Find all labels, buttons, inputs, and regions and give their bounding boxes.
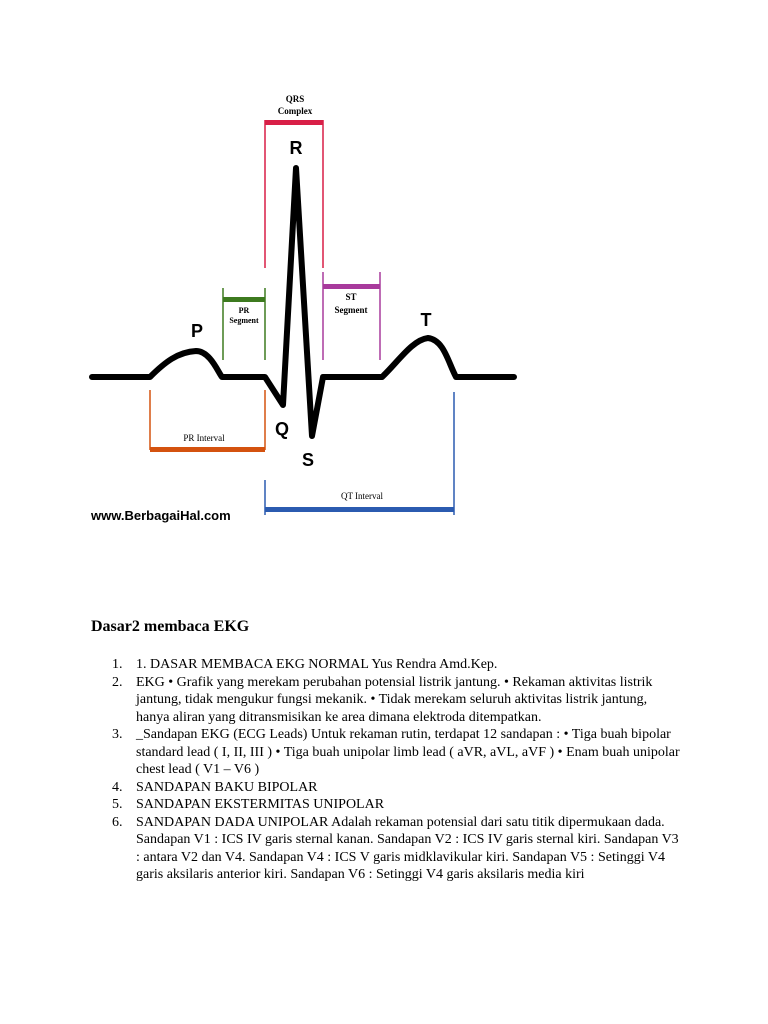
t-wave-label: T [420, 310, 432, 330]
s-wave-label: S [301, 450, 315, 470]
ecg-trace [92, 168, 514, 436]
st-segment-label-line2: Segment [334, 305, 368, 315]
list-item-number: 5. [112, 797, 123, 812]
list-item [91, 779, 681, 797]
pr-segment-label-line1: PR [238, 306, 250, 315]
list-item-text: SANDAPAN EKSTERMITAS UNIPOLAR [136, 797, 385, 812]
list-item-number: 4. [112, 779, 123, 795]
list-item-text: _Sandapan EKG (ECG Leads) Untuk rekaman rutin, terdapat 12 sandapan : • Tiga buah bipolar standard lead ( I, II, III ) • Tiga buah unipolar limb lead ( aVR, aVL, aVF ) • Enam buah unipolar chest lead ( V1 – V6 ) [136, 727, 680, 777]
list-item-number: 2. [112, 674, 123, 690]
pr-interval-label: PR Interval [183, 433, 225, 443]
list-item-text: EKG • Grafik yang merekam perubahan potensial listrik jantung. • Rekaman aktivitas listrik jantung, tidak mengukur fungsi mekanik. • Tidak merekam seluruh aktivitas listrik jantung, hanya aliran yang ditransmisikan ke area dimana elektroda ditempatkan. [136, 674, 653, 725]
list-item-number: 6. [112, 814, 123, 830]
document-title: Dasar2 membaca EKG [91, 618, 250, 635]
list-item-text: SANDAPAN BAKU BIPOLAR [136, 779, 318, 795]
p-wave-label: P [190, 321, 204, 341]
pr-interval-bar [150, 447, 265, 452]
list-item [91, 656, 681, 674]
qrs-complex-label-line2: Complex [277, 106, 313, 116]
st-segment-bar [323, 284, 380, 289]
watermark-text: www.BerbagaiHal.com [91, 508, 231, 523]
pr-segment-label-line2: Segment [229, 316, 259, 325]
st-segment-label-line1: ST [345, 292, 357, 302]
list-item-number: 3. [112, 727, 123, 742]
list-item [91, 726, 681, 779]
list-item [91, 674, 681, 727]
list-item-text: SANDAPAN DADA UNIPOLAR Adalah rekaman potensial dari satu titik dipermukaan dada. Sandapan V1 : ICS IV garis sternal kanan. Sandapan V2 : ICS IV garis sternal kiri. Sandapan V3 : antara V2 dan V4. Sandapan V4 : ICS V garis midklavikular kiri. Sandapan V5 : Setinggi V4 garis aksilaris anterior kiri. Sandapan V6 : Setinggi V4 garis aksilaris media kiri [136, 814, 679, 882]
q-wave-label: Q [274, 419, 290, 439]
qt-interval-label: QT Interval [340, 491, 384, 501]
document-list [91, 656, 681, 884]
list-item-text: 1. DASAR MEMBACA EKG NORMAL Yus Rendra Amd.Kep. [136, 657, 498, 672]
list-item [91, 796, 681, 814]
qt-interval-bar [265, 507, 454, 512]
qrs-complex-bar [265, 120, 323, 125]
r-wave-label: R [289, 138, 303, 158]
list-item [91, 814, 681, 884]
list-item-number: 1. [112, 657, 123, 672]
pr-segment-bar [223, 297, 265, 302]
qrs-complex-label-line1: QRS [285, 94, 305, 104]
